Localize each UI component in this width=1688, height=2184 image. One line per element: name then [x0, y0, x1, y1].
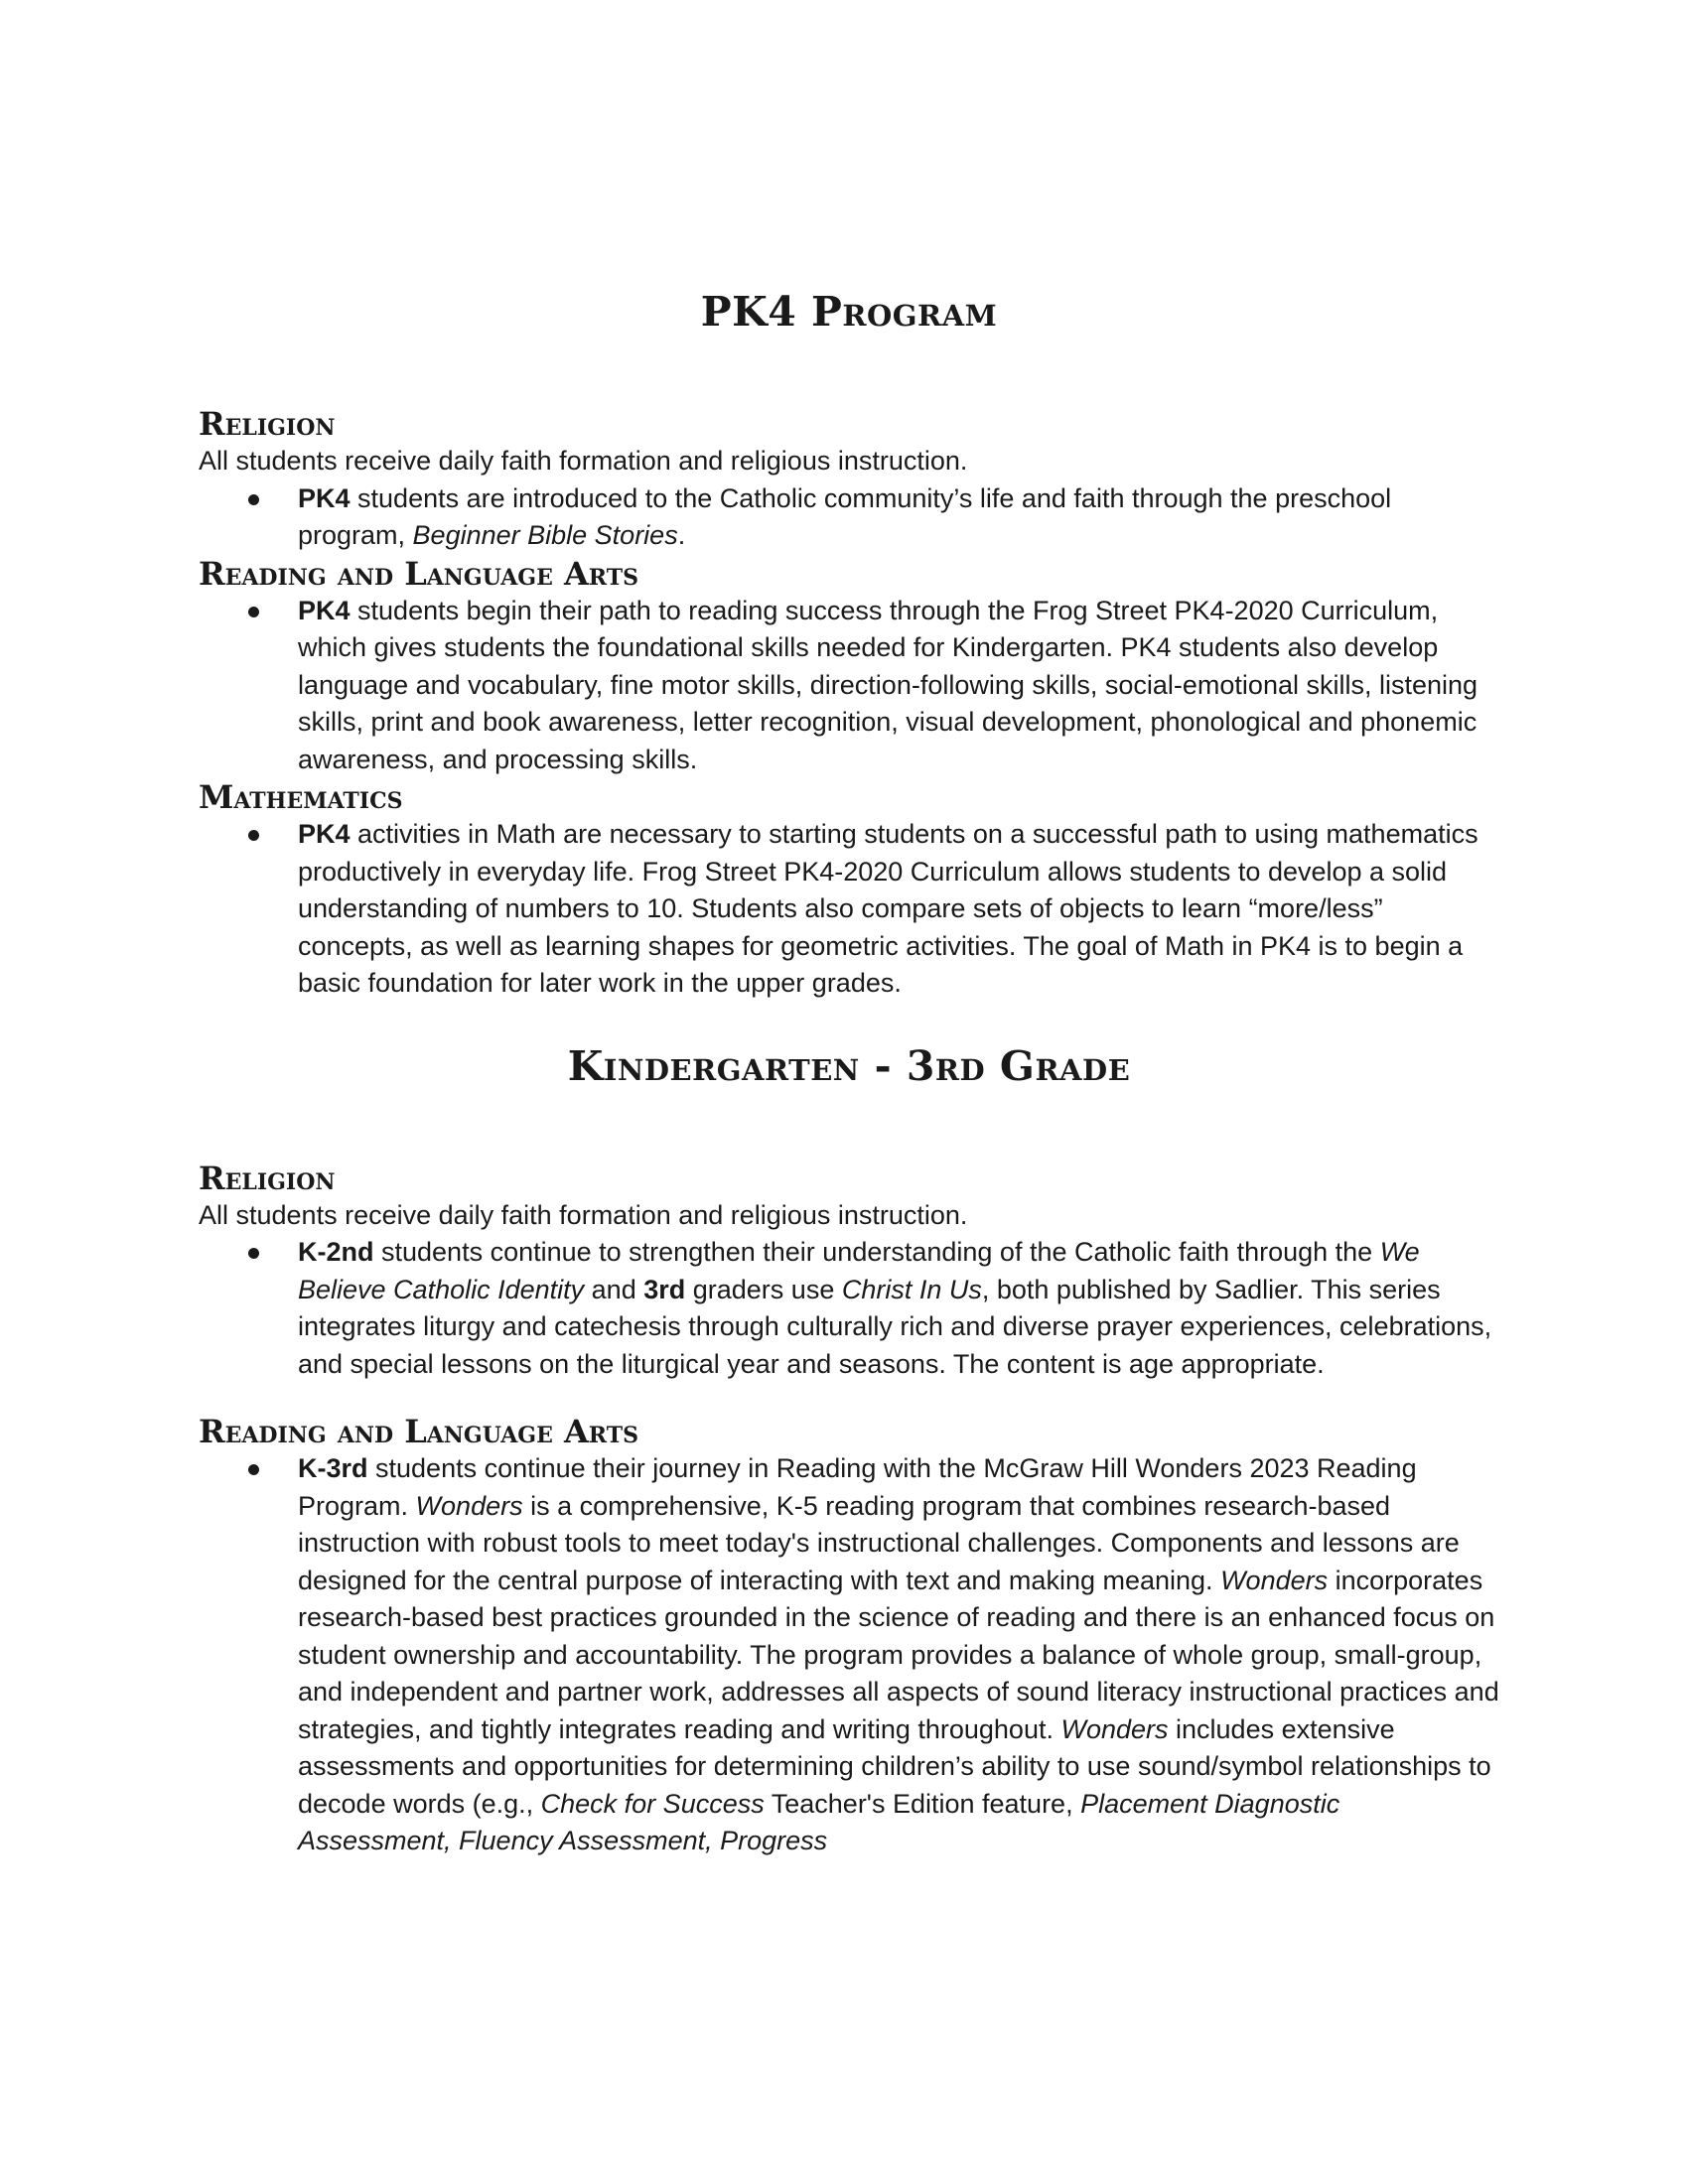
k3-reading-list — [199, 1450, 1499, 1860]
section-title-k3: Kindergarten - 3rd Grade — [567, 1041, 1131, 1090]
list-item — [199, 593, 1499, 779]
grade-label: 3rd — [643, 1274, 686, 1304]
program-name: We Believe Catholic Identity — [298, 1237, 1420, 1304]
grade-label: PK4 — [298, 819, 351, 849]
grade-label: PK4 — [298, 595, 351, 625]
bullet-icon — [248, 494, 259, 505]
bullet-text: , both published by Sadlier. This series integrates liturgy and catechesis through culturally rich and diverse prayer experiences, celebrations, and special lessons on the liturgical year and seasons. The content is age appropriate. — [298, 1274, 1492, 1379]
bullet-text: graders use — [685, 1274, 842, 1304]
k3-religion-list — [199, 1234, 1499, 1383]
pk4-math-list — [199, 816, 1499, 1003]
pk4-religion-intro: All students receive daily faith formation and religious instruction. — [199, 446, 968, 476]
bullet-text: students continue to strengthen their understanding of the Catholic faith through the — [373, 1237, 1380, 1267]
pk4-religion-list — [199, 480, 1499, 555]
program-name: Wonders — [1060, 1713, 1169, 1744]
bullet-icon — [248, 607, 259, 617]
section-title-pk4: PK4 Program — [700, 288, 998, 336]
bullet-text: incorporates research-based best practices grounded in the science of reading and there is an enhanced focus on student ownership and accountability. The program provides a balance of whole group, small-group, and independent and partner work, addresses all aspects of sound literacy instructional practices and strategies, and tightly integrates reading and writing throughout. — [298, 1565, 1499, 1744]
heading-k3-religion: Religion — [199, 1159, 336, 1197]
grade-label: PK4 — [298, 482, 351, 513]
grade-label: K-2nd — [298, 1237, 374, 1267]
feature-name: Placement Diagnostic Assessment, Fluency Assessment, Progress — [298, 1788, 1340, 1855]
heading-pk4-math: Mathematics — [199, 778, 403, 816]
heading-pk4-religion: Religion — [199, 405, 336, 443]
k3-religion-intro: All students receive daily faith formation and religious instruction. — [199, 1199, 968, 1230]
heading-pk4-reading: Reading and Language Arts — [199, 554, 638, 593]
bullet-text: students continue their journey in Reading with the McGraw Hill Wonders 2023 Reading Program. — [298, 1453, 1417, 1521]
bullet-text: students are introduced to the Catholic community’s life and faith through the preschool program, — [298, 482, 1392, 550]
bullet-icon — [248, 1464, 259, 1475]
heading-k3-reading: Reading and Language Arts — [199, 1413, 638, 1450]
bullet-text: and — [584, 1274, 644, 1304]
bullet-icon — [248, 830, 259, 841]
list-item — [199, 480, 1499, 555]
program-name: Beginner Bible Stories — [412, 520, 678, 550]
bullet-text: is a comprehensive, K-5 reading program that combines research-based instruction with robust tools to meet today's instructional challenges. Components and lessons are designed for the central purpose of interacting with text and making meaning. — [298, 1490, 1460, 1595]
program-name: Wonders — [415, 1490, 523, 1521]
bullet-icon — [248, 1248, 259, 1259]
bullet-text: Teacher's Edition feature, — [764, 1788, 1081, 1819]
bullet-text: activities in Math are necessary to starting students on a successful path to using mathematics productively in everyday life. Frog Street PK4-2020 Curriculum allows students to develop a solid understanding of numbers to 10. Students also compare sets of objects to learn “more/less” concepts, as well as learning shapes for geometric activities. The goal of Math in PK4 is to begin a basic foundation for later work in the upper grades. — [298, 819, 1478, 998]
document-body — [199, 288, 1499, 1860]
bullet-text: . — [677, 520, 686, 550]
program-name: Christ In Us — [841, 1274, 982, 1304]
feature-name: Check for Success — [540, 1788, 765, 1819]
pk4-reading-list — [199, 593, 1499, 779]
list-item — [199, 816, 1499, 1003]
bullet-text: includes extensive assessments and opportunities for determining children’s ability to use sound/symbol relationships to decode words (e.g., — [298, 1713, 1491, 1819]
list-item — [199, 1450, 1499, 1860]
grade-label: K-3rd — [298, 1453, 368, 1483]
bullet-text: students begin their path to reading success through the Frog Street PK4-2020 Curriculum, which gives students the foundational skills needed for Kindergarten. PK4 students also develop language and vocabulary, fine motor skills, direction-following skills, social-emotional skills, listening skills, print and book awareness, letter recognition, visual development, phonological and phonemic awareness, and processing skills. — [298, 595, 1478, 774]
program-name: Wonders — [1220, 1565, 1329, 1595]
list-item — [199, 1234, 1499, 1383]
